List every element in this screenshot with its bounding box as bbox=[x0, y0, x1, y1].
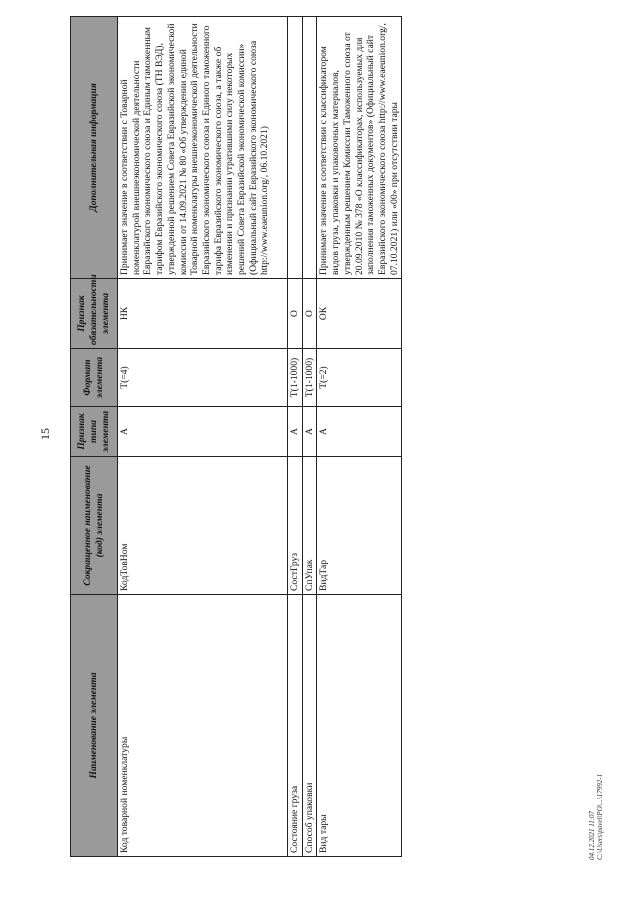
table-row bbox=[317, 17, 402, 857]
header-code: Сокращенное наименование (код) элемента bbox=[71, 457, 118, 595]
cell-name: Способ упаковки bbox=[302, 595, 317, 857]
cell-type: А bbox=[302, 407, 317, 457]
table-row bbox=[288, 17, 303, 857]
cell-name: Вид тары bbox=[317, 595, 402, 857]
cell-required: О bbox=[288, 279, 303, 349]
cell-name: Состояние груза bbox=[288, 595, 303, 857]
footer-line-2: C:\Users\pavel\PO\...\17992-1 bbox=[596, 773, 605, 860]
cell-format: Т(=4) bbox=[118, 349, 288, 407]
cell-type: А bbox=[317, 407, 402, 457]
header-format: Формат элемента bbox=[71, 349, 118, 407]
table-row bbox=[302, 17, 317, 857]
header-info: Дополнительная информация bbox=[71, 17, 118, 279]
footer-line-1: 04.12.2021 11:07 bbox=[588, 810, 596, 860]
cell-required: О bbox=[302, 279, 317, 349]
cell-code: СостГруз bbox=[288, 457, 303, 595]
cell-code: СпУпак bbox=[302, 457, 317, 595]
cell-name: Код товарной номенклатуры bbox=[118, 595, 288, 857]
elements-table bbox=[70, 16, 402, 857]
cell-format: Т(1-1000) bbox=[302, 349, 317, 407]
table-row bbox=[118, 17, 288, 857]
cell-required: НК bbox=[118, 279, 288, 349]
cell-type: А bbox=[288, 407, 303, 457]
header-name: Наименование элемента bbox=[71, 595, 118, 857]
page-number: 15 bbox=[38, 428, 52, 440]
cell-required: ОК bbox=[317, 279, 402, 349]
cell-code: КодТовНом bbox=[118, 457, 288, 595]
cell-type: А bbox=[118, 407, 288, 457]
cell-info: Принимает значение в соответствии с классификатором видов груза, упаковки и упаковочных материалов, утвержденным решением Комиссии Таможенного союза от 20.09.2010 № 378 «О классификаторах, используемых для заполнения таможенных документов» (Официальный сайт Евразийского экономического союза http://www.eaeunion.org/, 07.10.2021) или «00» при отсутствии тары bbox=[317, 17, 402, 279]
cell-info: Принимает значение в соответствии с Товарной номенклатурой внешнеэкономической деятельности Евразийского экономического союза и Единым таможенным тарифом Евразийского экономического союза (ТН ВЭД), утвержденной решением Совета Евразийской экономической комиссии от 14.09.2021 № 80 «Об утверждении единой Товарной номенклатуры внешнеэкономической деятельности Евразийского экономического союза и Единого таможенного тарифа Евразийского экономического союза, а также об изменении и признании утратившими силу некоторых решений Совета Евразийской экономической комиссии» (Официальный сайт Евразийского экономического союза http://www.eaeunion.org/, 06.10.2021) bbox=[118, 17, 288, 279]
cell-format: Т(=2) bbox=[317, 349, 402, 407]
document-footer bbox=[588, 774, 605, 860]
table-header-row bbox=[71, 17, 118, 857]
rotated-table-container bbox=[70, 17, 400, 857]
header-type: Признак типа элемента bbox=[71, 407, 118, 457]
header-required: Признак обязательности элемента bbox=[71, 279, 118, 349]
cell-format: Т(1-1000) bbox=[288, 349, 303, 407]
cell-code: ВидТар bbox=[317, 457, 402, 595]
cell-info bbox=[302, 17, 317, 279]
cell-info bbox=[288, 17, 303, 279]
